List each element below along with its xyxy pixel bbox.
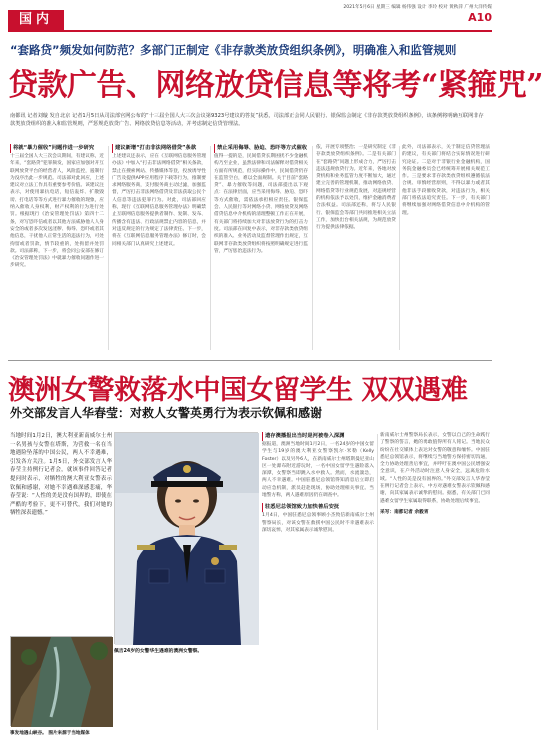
article2-column-1-text: 据报道，澳洲当地时间1月2日，一名24岁的中国女留学生与19岁的澳大利亚女警察凯尔·米勒（Kelly Foster）以及另外6人，在新南威尔士州塔斯曼尼亚山区一处瀑布附近游玩时，一名中国女留学生遇险落入深潭，女警察当即跳入水中救人。然而，水流湍急，两人不幸遇难。中国驻悉尼总领馆得知消息后立即启动应急机制，派员赶赴现场，协助处理相关事宜。当地警方称，两人遇难原因仍在调查中。	[262, 442, 374, 499]
article1-title-quote: “紧箍咒”	[421, 68, 543, 103]
page-code: A10	[468, 11, 492, 24]
article2-subtitle: 外交部发言人华春莹：对救人女警英勇行为表示钦佩和感谢	[10, 406, 323, 420]
article2-byline: 采写：南都记者 余毅宵	[380, 509, 429, 515]
article1-column-2	[112, 144, 206, 352]
column-5-text: 此外，司法部表示，关于制定信贷管理法的建议，有关部门将结合实际情况进行研究论证。二是对于非银行业金融机构，国务院金融委员会已经统筹开展相关规范工作。三是要求非存款类放贷组织遵循依法合规、审慎经营原则，不得以暴力或者其他非法手段催收贷款，对违法行为，相关部门将依法追究责任。下一步，有关部门将继续加强对网络借贷信息中介机构的管理。	[402, 145, 490, 216]
article2-column-1	[262, 432, 374, 732]
article2-title: 澳洲女警救落水中国女留学生 双双遇难	[8, 375, 468, 406]
column-3-subhead: 禁止采用侮辱、胁迫、恐吓等方式催收	[214, 144, 308, 153]
column-divider	[312, 146, 313, 350]
article1-column-5	[402, 144, 490, 352]
column-divider	[210, 146, 211, 350]
column-2-subhead: 建议新增“打击非法网络借贷”条款	[112, 144, 206, 153]
article2-column-2	[380, 432, 490, 732]
article2-column-1-text-2: 1月4日，中国驻悉尼总领事顾小杰致信新南威尔士州警察局长，对该女警在救援中国公民时不幸遇难表示深切哀悼，对其家属表示诚挚慰问。	[262, 513, 374, 533]
column-3-text: 值得一提的是，民间借贷长期困扰不少金融机构乃至企业，虽然法律和司法解释对借贷相关方面有所规范，但实际操作中，民间借贷仍存在监管空白，难以全面规制。关于目前“套路贷”、暴力催收等问题，司法部提出以下观点：在法律层面，应当采用侮辱、胁迫、恐吓等方式催收，需依法承担相应责任。银保监会、人民银行等对网络小贷、网络放贷及网络借贷信息中介机构的清理整顿工作正在开展，有关部门将持续加大对非法放贷行为的打击力度。司法部在回复中表示，对非存款类放贷组织的准入、业务活动及监督管理作出规定，互联网非存款类放贷组织将按照明确规定进行监管，严厉惩治违法行为。	[214, 154, 308, 254]
column-divider	[399, 146, 400, 350]
canyon-photo	[10, 636, 112, 726]
issue-meta: 2021年5月6日 星期三 编辑 杨伟强 设计 李玲 校对 黄秋萍 广州大洋传媒	[343, 5, 492, 10]
column-4-text: 依，开展专项整治；一是研究制定《非存款类放贷组织条例》。二是有关部门在“套路贷”问题上形成合力，严厉打击违法违规放贷行为。近年来，各地对放贷机构和业务监管力度不断加大，通过建立完善的管理机制，推动网络放贷、网络借贷等行业规范发展，对违规经营的机构依法予以处罚，维护金融消费者合法权益。司法部还称，将与人民银行、银保监会等部门共同推进相关立法工作，加快出台相关法规，为规范放贷行为提供法律依据。	[316, 145, 396, 231]
article1-column-1	[10, 144, 104, 352]
article1-column-4	[316, 144, 396, 352]
article2-column-2-text: 新南威尔士州警察局长表示，女警以自己的生命践行了警察的誓言，她的勇敢值得所有人铭记。当地民众纷纷在社交媒体上表达对女警的敬意和缅怀。中国驻悉尼总领馆表示，将继续与当地警方保持密切沟通，全力协助处理善后事宜，并呼吁在澳中国公民增强安全意识，在户外活动时注意人身安全，远离危险水域。“人性的美是没有国界的。”外交部发言人华春莹在例行记者会上表示，中方对遇难女警表示钦佩和感谢，向其家属表示诚挚的慰问。据悉，有关部门已同遇难女留学生家属取得联系，协助处理后续事宜。	[380, 433, 490, 504]
header-rule	[8, 30, 492, 32]
canyon-illustration	[11, 637, 113, 727]
photo-caption: 佩吉24岁的女警华生遇难的澳洲女警察。	[114, 649, 203, 654]
article-separator	[8, 360, 492, 361]
article1-subtitle: “套路贷”频发如何防范？多部门正制定《非存款类放贷组织条例》，明确准入和监管规则	[10, 43, 457, 57]
article2-lead: 当地时间1月2日，澳大利亚新南威尔士州一名男孩与女警在塔斯，为营救一名在当地遇险坠落的中国公民，两人不幸遇难，引发各方关注。1月5日，外交部发言人华春莹主持例行记者会，就该事件回答记者提问时表示，对牺牲的澳大利亚女警表示钦佩和感谢，对她不幸遇难深感悲痛，华春莹说：“人性的美是没有国界的，即使在严酷的考验下，更不可替代，我们对她的牺牲深表遗憾。”	[10, 433, 112, 517]
column-2-text: 上述建议还表示，应在《互联网信息服务管理办法》中加入“打击非法网络借贷”相关条款，禁止在搜索网站、传播媒体等登，投放诱导性广告及提供APP应用程序下载等行为，推制要求网络服务商，支付服务商主动过滤，加强监督，严厉打击非法网络借贷及非法获取公民个人信息等违法犯罪行为。对此，司法部回应称，现行《互联网信息服务管理办法》明确禁止互联网信息服务提供者制作、复制、发布、传播含有违法、行政法规禁止内容的信息，并对违反规定的行为规定了法律责任。下一步，将在《互联网信息服务管理办法》修订时，会同相关部门认真研究上述建议。	[112, 154, 206, 247]
canyon-photo-caption: 事发地遇山峡谷。 图片来源于当地媒体	[10, 731, 90, 736]
column-1-text: 十三届全国人大三次会议期间，有建议称，近年来，“套路贷”犯罪频发，国家应加强对开互联网放贷平台的经营者人，风险监控，遏制行为没序出此一步规范。司法部对此回应，上述建议对立法工作具有重要参考价值。该建议注表示，对使用暴抗电话，短信轰炸、扩散毁谤、打电话等等方式进行暴力催收的现象，应纳入催收人身权利，财产权利的行为进行处罚。根据现行《治安管理处罚法》第四十二条，对写恐吓信或者以其他方法威胁他人人身安全的或者多次发送淫秽、侮辱、恐吓或者其他信息，干扰他人正常生活的违法行为，可处拘留或者罚款，情节较重的，处拘留并处罚款。司法部称，下一步，将会同公安部在修订《治安管理处罚法》中就暴力催收问题作进一步研究。	[10, 154, 104, 269]
column-1-subhead: 将就“暴力催收”问题作进一步研究	[10, 144, 104, 153]
article1-column-3	[214, 144, 308, 352]
article1-title	[8, 60, 543, 104]
article2-subhead-2: 驻悉尼总领馆致力加快善后安抚	[262, 503, 374, 512]
column-divider	[108, 146, 109, 350]
column-divider	[377, 434, 378, 730]
section-badge: 国内	[8, 10, 64, 30]
article1-title-prefix: 贷款广告、网络放贷信息等将考	[8, 68, 421, 103]
policewoman-illustration	[115, 433, 259, 645]
policewoman-photo	[114, 432, 258, 644]
article2-subhead-1: 遗存澳播报出当时是河被卷入深渊	[262, 432, 374, 441]
article1-lead: 南都讯 记者刘璇 发自北京 记者1月5日从司法部官网公布的“十三届全国人大三次会议第9323号建议的答复”获悉，司法部正会同人民银行、银保监会制定《非存款类放贷组织条例》，该条例将明确互联网非存款类放贷组织的准入和监管规则，严惩规范放贷广告、网络放贷信息等活动，并考虑制定信贷管理法。	[10, 113, 484, 127]
